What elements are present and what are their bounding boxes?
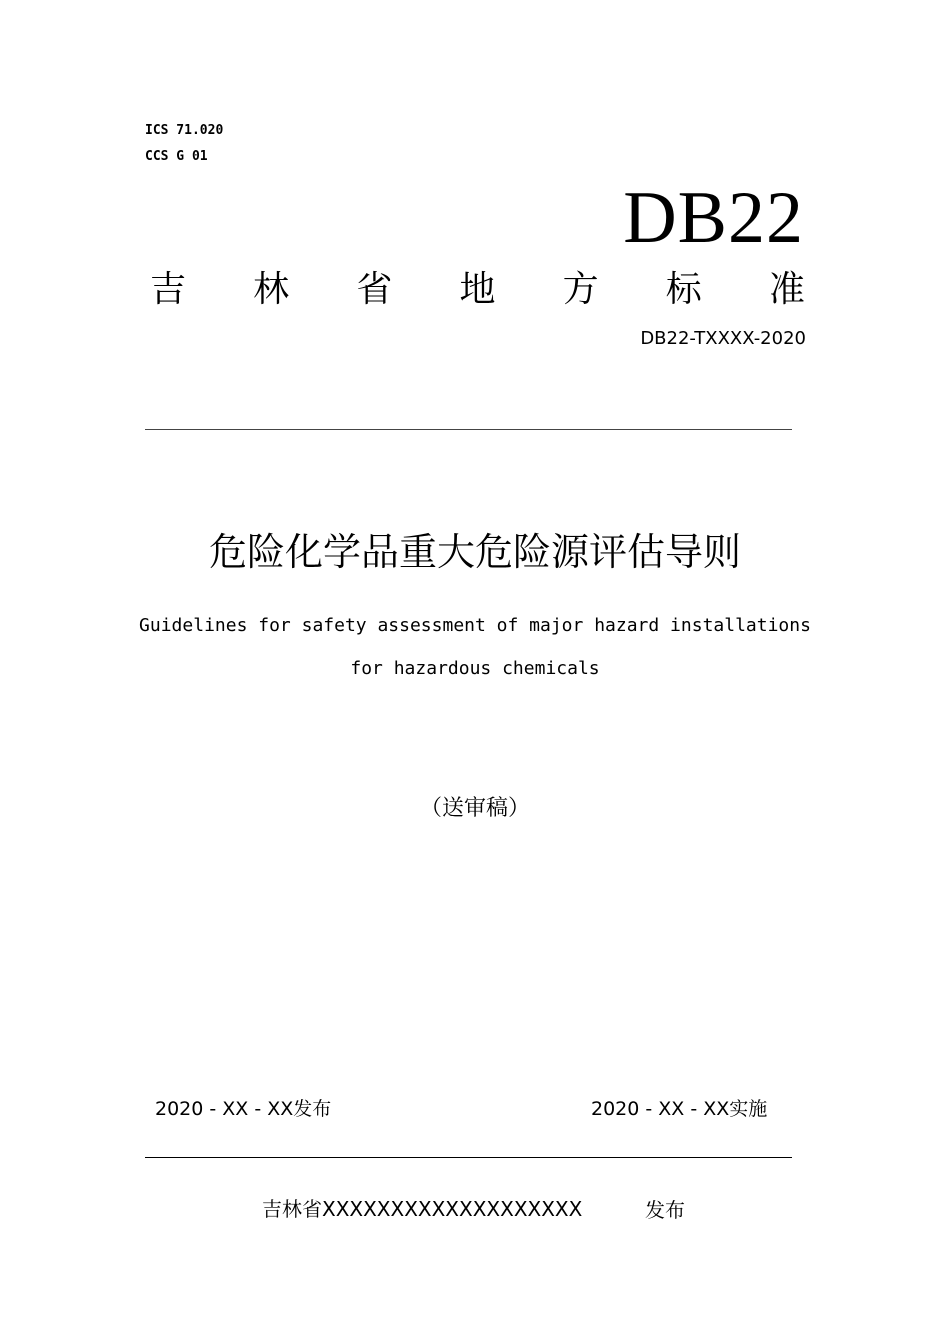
- english-title-line-2: for hazardous chemicals: [350, 658, 600, 679]
- standard-type-char: 地: [459, 269, 496, 310]
- release-date: 2020 - XX - XX发布: [155, 1098, 332, 1120]
- ccs-code: CCS G 01: [145, 149, 208, 164]
- standard-code: DB22: [623, 177, 804, 259]
- publish-label: 发布: [645, 1198, 685, 1222]
- footer-divider: [145, 1157, 792, 1158]
- standard-type-char: 方: [562, 269, 599, 310]
- classification-codes: [145, 118, 223, 170]
- ics-code: ICS 71.020: [145, 123, 224, 138]
- standard-type-char: 准: [768, 269, 805, 310]
- draft-status: （送审稿）: [419, 796, 530, 821]
- standard-type-char: 吉: [150, 269, 187, 310]
- standard-type-char: 标: [665, 269, 702, 310]
- standard-type-char: 林: [253, 269, 290, 310]
- standard-number: DB22-TXXXX-2020: [640, 328, 806, 349]
- publisher-name: 吉林省XXXXXXXXXXXXXXXXXXX: [262, 1197, 583, 1221]
- standard-type-heading: [150, 266, 805, 314]
- standard-type-char: 省: [356, 269, 393, 310]
- implementation-date: 2020 - XX - XX实施: [591, 1098, 768, 1120]
- document-title: 危险化学品重大危险源评估导则: [208, 530, 741, 574]
- header-divider: [145, 429, 792, 430]
- english-title-line-1: Guidelines for safety assessment of major hazard installations: [139, 615, 811, 636]
